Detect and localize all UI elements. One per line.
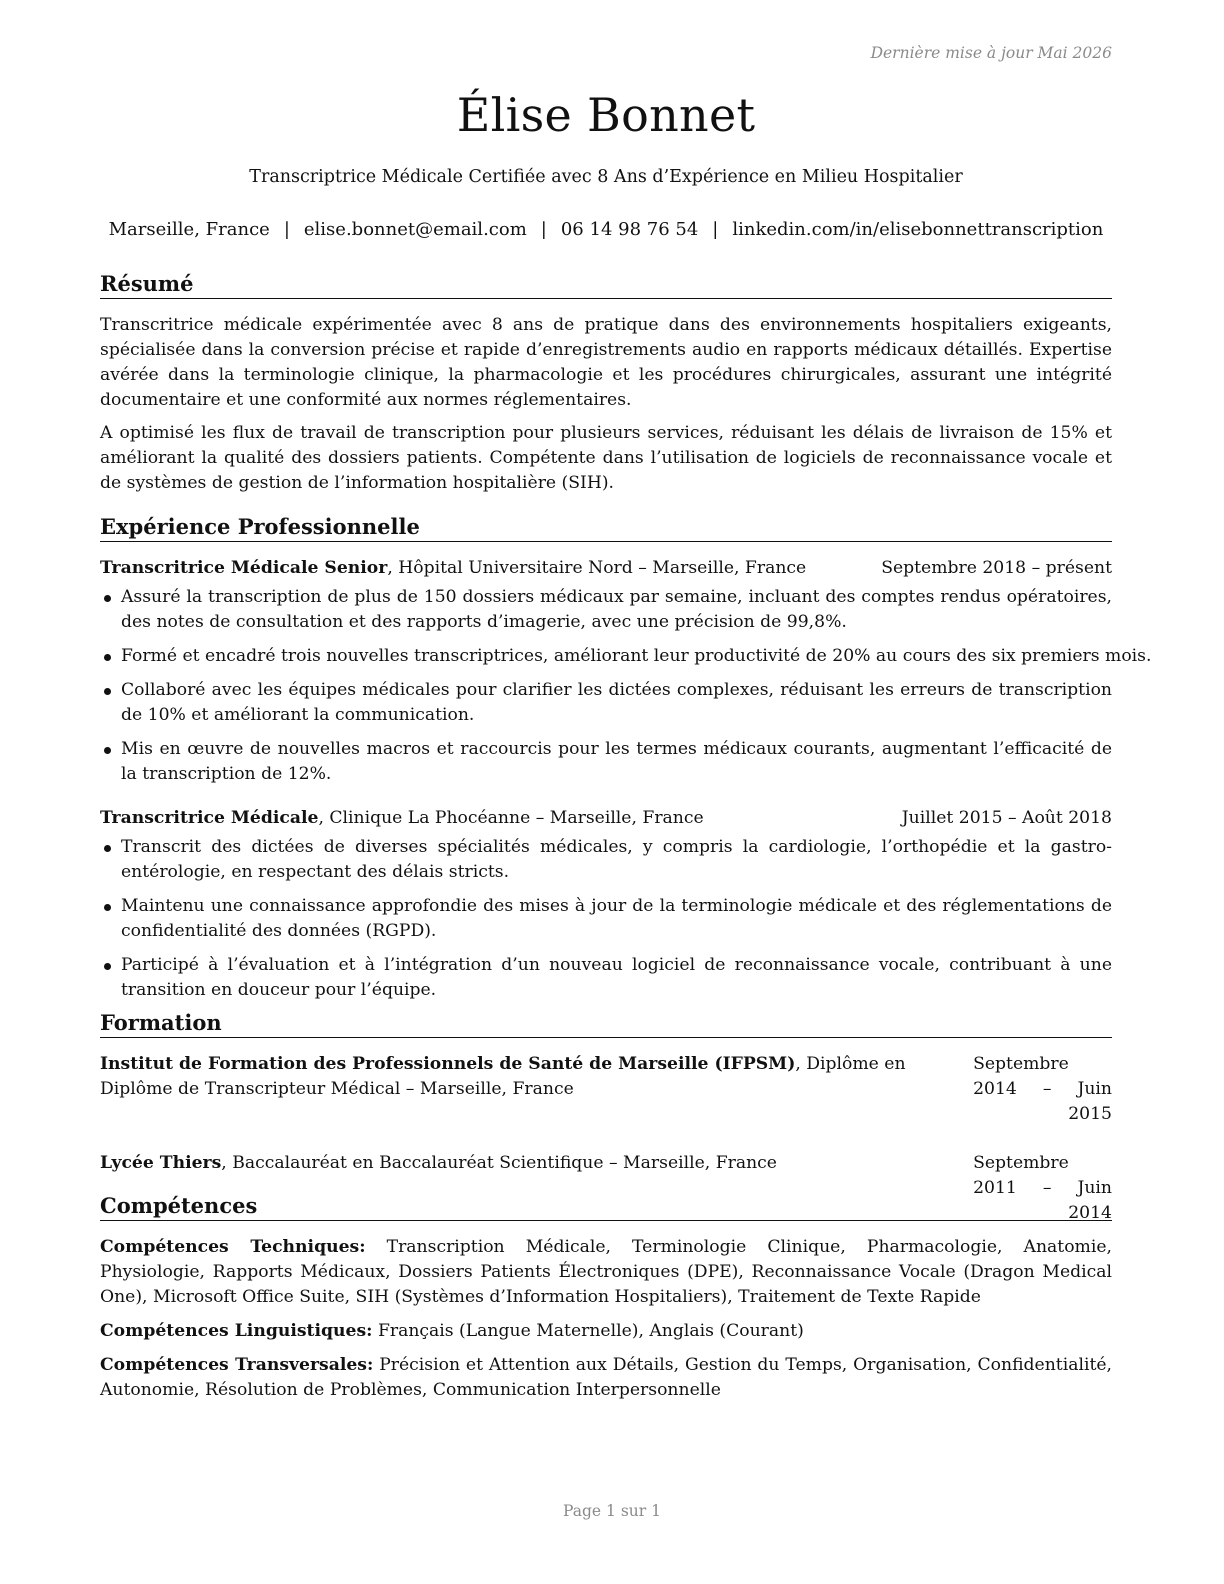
dates-line: Septembre 2014 – Juin (973, 1054, 1112, 1099)
headline: Transcriptrice Médicale Certifiée avec 8 Ans d’Expérience en Milieu Hospitalier (249, 167, 963, 187)
dates-line: 2015 (1068, 1104, 1112, 1124)
job-title-line (100, 806, 704, 831)
bullet-text: Formé et encadré trois nouvelles transcriptrices, améliorant leur productivité de 20% au cours des six premiers mois. (121, 646, 1152, 666)
bullet-text: Mis en œuvre de nouvelles macros et raccourcis pour les termes médicaux courants, augmentant l’efficacité de la transcription de 12%. (121, 739, 1112, 784)
bullet-text: Participé à l’évaluation et à l’intégration d’un nouveau logiciel de reconnaissance vocale, contribuant à une transition en douceur pour l’équipe. (121, 955, 1112, 1000)
skill-group (100, 1235, 1112, 1310)
dates-line: 2014 (1068, 1203, 1112, 1223)
bullet-text: Maintenu une connaissance approfondie des mises à jour de la terminologie médicale et des réglementations de confidentialité des données (RGPD). (121, 896, 1112, 941)
job-place: , Hôpital Universitaire Nord – Marseille, France (387, 558, 807, 578)
list-item (100, 835, 1112, 885)
job-header (100, 806, 1112, 831)
bullet-icon (104, 963, 111, 970)
contact-email[interactable]: elise.bonnet@email.com (303, 219, 527, 240)
list-item (100, 737, 1112, 787)
contact-phone[interactable]: 06 14 98 76 54 (560, 219, 699, 240)
bullet-icon (104, 688, 111, 695)
bullet-icon (104, 845, 111, 852)
last-updated: Dernière mise à jour Mai 2026 (870, 44, 1112, 62)
list-item (100, 644, 1152, 669)
skill-group (100, 1319, 1112, 1344)
bullet-icon (104, 595, 111, 602)
job-header (100, 556, 1112, 581)
summary-paragraph: A optimisé les flux de travail de transcription pour plusieurs services, réduisant les délais de livraison de 15% et améliorant la qualité des dossiers patients. Compétente dans l’utilisation de logiciels de reconnaissance vocale et de systèmes de gestion de l’information hospitalière (SIH). (100, 423, 1112, 493)
bullet-icon (104, 747, 111, 754)
job-dates: Septembre 2018 – présent (881, 558, 1112, 578)
page-number: Page 1 sur 1 (563, 1502, 661, 1520)
job-title-line (100, 556, 806, 581)
bullet-text: Assuré la transcription de plus de 150 dossiers médicaux par semaine, incluant des comptes rendus opératoires, des notes de consultation et des rapports d’imagerie, avec une précision de 99,8%. (121, 587, 1112, 632)
bullet-icon (104, 654, 111, 661)
skill-text: Français (Langue Maternelle), Anglais (Courant) (372, 1321, 804, 1341)
skill-text: Transcription Médicale, Terminologie Clinique, Pharmacologie, Anatomie, Physiologie, Rapports Médicaux, Dossiers Patients Électroniques (DPE), Reconnaissance Vocale (Dragon Medical One), Microsoft Office Suite, SIH (Systèmes d’Information Hospitaliers), Traitement de Texte Rapide (100, 1237, 1112, 1307)
candidate-name: Élise Bonnet (456, 88, 756, 142)
list-item (100, 894, 1112, 944)
bullet-text: Transcrit des dictées de diverses spécialités médicales, y compris la cardiologie, l’orthopédie et la gastro-entérologie, en respectant des délais stricts. (121, 837, 1112, 882)
dates-line: Septembre 2011 – Juin (973, 1153, 1112, 1198)
job-place: , Clinique La Phocéanne – Marseille, France (318, 808, 704, 828)
job-role: Transcritrice Médicale (100, 808, 319, 828)
job-entry (100, 556, 1152, 787)
job-bullets (100, 835, 1112, 1003)
skills-section (100, 1193, 1112, 1412)
summary-section (100, 271, 1112, 504)
skill-label: Compétences Transversales: (100, 1355, 374, 1375)
section-title-skills: Compétences (100, 1193, 1112, 1221)
job-bullets (100, 585, 1152, 787)
summary-paragraph: Transcritrice médicale expérimentée avec 8 ans de pratique dans des environnements hospitaliers exigeants, spécialisée dans la conversion précise et rapide d’enregistrements audio en rapports médicaux détaillés. Expertise avérée dans la terminologie clinique, la pharmacologie et les procédures chirurgicales, assurant une intégrité documentaire et une conformité aux normes réglementaires. (100, 315, 1112, 410)
skill-label: Compétences Linguistiques: (100, 1321, 373, 1341)
separator: | (712, 219, 719, 240)
section-title-summary: Résumé (100, 271, 1112, 299)
list-item (100, 953, 1112, 1003)
job-entry (100, 806, 1112, 1003)
contact-linkedin[interactable]: linkedin.com/in/elisebonnettranscription (732, 219, 1104, 240)
education-entry (100, 1052, 1112, 1127)
bullet-icon (104, 904, 111, 911)
section-title-experience: Expérience Professionnelle (100, 514, 1112, 542)
degree-detail: , Baccalauréat en Baccalauréat Scientifique – Marseille, France (221, 1153, 777, 1173)
list-item (100, 678, 1112, 728)
skill-label: Compétences Techniques: (100, 1237, 366, 1257)
job-role: Transcritrice Médicale Senior (100, 558, 388, 578)
experience-section (100, 514, 1152, 1012)
contact-line (70, 219, 1142, 240)
separator: | (283, 219, 290, 240)
job-dates: Juillet 2015 – Août 2018 (901, 808, 1112, 828)
section-title-education: Formation (100, 1010, 1112, 1038)
skill-text: Précision et Attention aux Détails, Gestion du Temps, Organisation, Confidentialité, Autonomie, Résolution de Problèmes, Communication Interpersonnelle (100, 1355, 1112, 1400)
degree-detail: , Diplôme en Diplôme de Transcripteur Médical – Marseille, France (100, 1054, 906, 1099)
school-name: Institut de Formation des Professionnels de Santé de Marseille (IFPSM) (100, 1054, 796, 1074)
education-description (100, 1052, 973, 1127)
bullet-text: Collaboré avec les équipes médicales pour clarifier les dictées complexes, réduisant les erreurs de transcription de 10% et améliorant la communication. (121, 680, 1112, 725)
separator: | (540, 219, 547, 240)
skill-group (100, 1353, 1112, 1403)
contact-location: Marseille, France (108, 219, 270, 240)
school-name: Lycée Thiers (100, 1153, 222, 1173)
education-dates (973, 1052, 1112, 1127)
list-item (100, 585, 1112, 635)
